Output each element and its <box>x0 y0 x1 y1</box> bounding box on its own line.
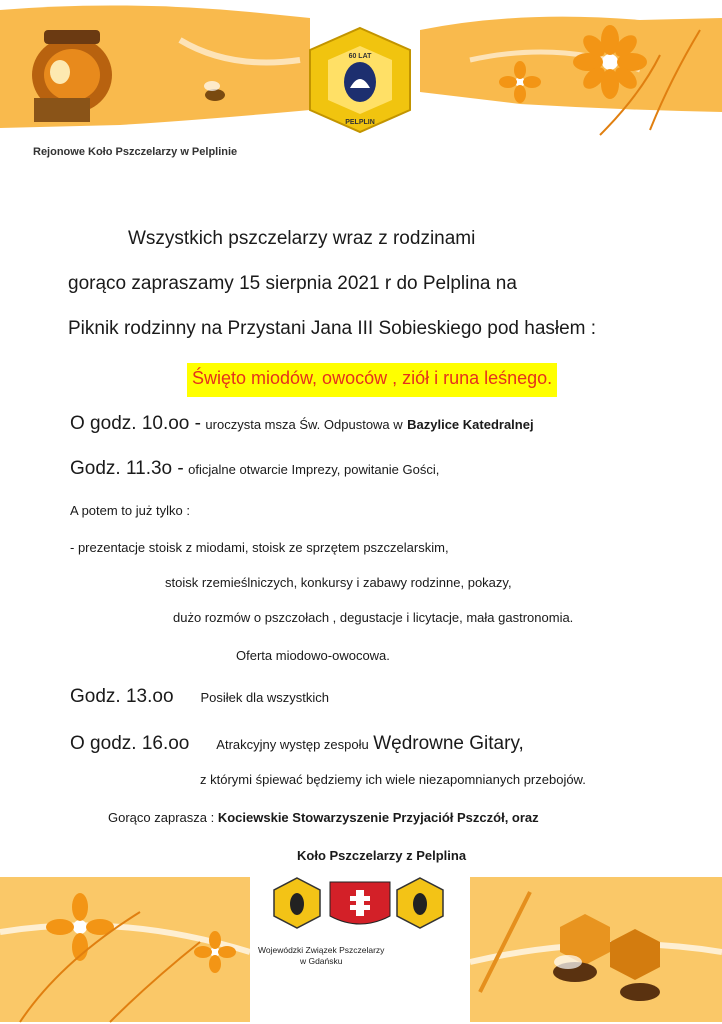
association-line-1: Wojewódzki Związek Pszczelarzy <box>258 945 385 955</box>
program-item-3: dużo rozmów o pszczołach , degustacje i licytacje, mała gastronomia. <box>173 610 574 625</box>
schedule-text: oficjalne otwarcie Imprezy, powitanie Gości, <box>188 462 440 477</box>
schedule-row-4 <box>70 733 524 755</box>
association-label <box>258 945 384 967</box>
program-item-1: - prezentacje stoisk z miodami, stoisk ze sprzętem pszczelarskim, <box>70 540 449 555</box>
invite-org: Kociewskie Stowarzyszenie Przyjaciół Pszczół, oraz <box>217 810 539 825</box>
invitation-line-2: gorąco zapraszamy 15 sierpnia 2021 r do Pelplina na <box>68 273 517 294</box>
club-name: Rejonowe Koło Pszczelarzy w Pelplinie <box>33 146 238 158</box>
schedule-text: Posiłek dla wszystkich <box>200 690 330 705</box>
schedule-time: Godz. 11.3o - <box>70 458 184 479</box>
schedule-row-1 <box>70 413 534 435</box>
association-line-2: w Gdańsku <box>299 956 343 966</box>
schedule-text: uroczysta msza Św. Odpustowa w <box>205 417 403 432</box>
schedule-row-2 <box>70 458 439 480</box>
beekeepers-emblem <box>274 878 443 928</box>
schedule-time: O godz. 10.oo - <box>70 413 201 434</box>
program-item-4: Oferta miodowo-owocowa. <box>236 648 390 663</box>
invitation-signature <box>108 810 539 825</box>
invitation-line-3: Piknik rodzinny na Przystani Jana III Sobieskiego pod hasłem : <box>68 318 597 339</box>
band-name: Wędrowne Gitary, <box>373 733 524 754</box>
program-intro: A potem to już tylko : <box>70 503 190 518</box>
motto-highlight: Święto miodów, owoców , ziół i runa leśnego. <box>187 363 557 397</box>
invite-label: Gorąco zaprasza : <box>108 810 215 825</box>
invitation-line-1: Wszystkich pszczelarzy wraz z rodzinami <box>128 228 476 249</box>
closing-songs: z którymi śpiewać będziemy ich wiele niezapomnianych przebojów. <box>200 772 586 787</box>
schedule-time: O godz. 16.oo <box>70 733 190 754</box>
top-banner <box>0 0 722 140</box>
schedule-text: Atrakcyjny występ zespołu <box>216 737 369 752</box>
anniversary-title: 60 LAT <box>348 53 372 60</box>
anniversary-city: PELPLIN <box>345 119 375 126</box>
program-item-2: stoisk rzemieślniczych, konkursy i zabawy rodzinne, pokazy, <box>165 575 512 590</box>
kolo-name: Koło Pszczelarzy z Pelplina <box>297 848 467 863</box>
schedule-time: Godz. 13.oo <box>70 686 174 707</box>
schedule-venue: Bazylice Katedralnej <box>407 417 534 432</box>
schedule-row-3 <box>70 686 329 708</box>
anniversary-logo <box>310 28 410 132</box>
